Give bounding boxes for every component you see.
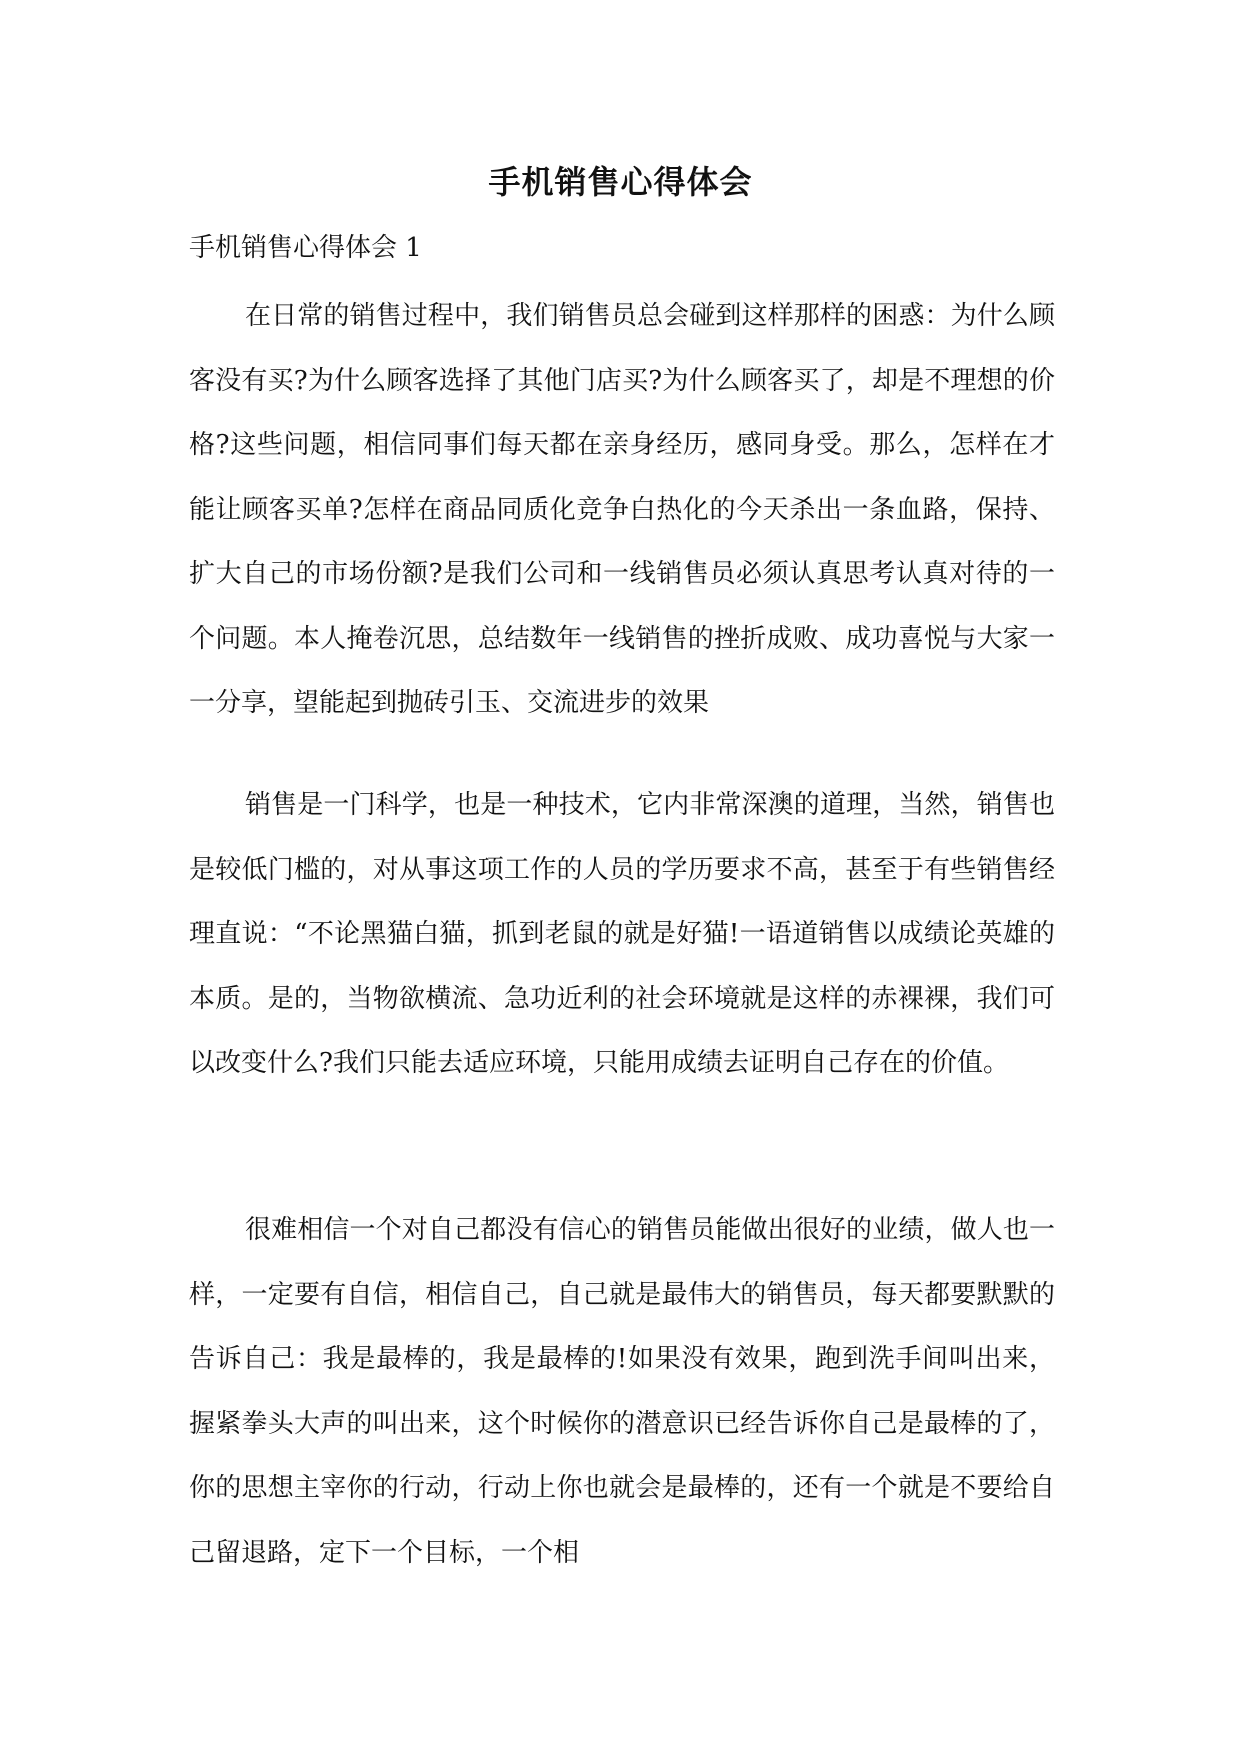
document-title: 手机销售心得体会 — [488, 163, 753, 201]
body-paragraph-2: 销售是一门科学，也是一种技术，它内非常深澳的道理，当然，销售也是较低门槛的，对从事这项工作的人员的学历要求不高，甚至于有些销售经理直说：“不论黑猫白猫，抓到老鼠的就是好猫!一语道销售以成绩论英雄的本质。是的，当物欲横流、急功近利的社会环境就是这样的赤裸裸，我们可以改变什么?我们只能去适应环境，只能用成绩去证明自己存在的价值。 — [189, 790, 1055, 1078]
section-heading: 手机销售心得体会 1 — [189, 233, 422, 263]
body-paragraph-3: 很难相信一个对自己都没有信心的销售员能做出很好的业绩，做人也一样，一定要有自信，相信自己，自己就是最伟大的销售员，每天都要默默的告诉自己：我是最棒的，我是最棒的!如果没有效果，跑到洗手间叫出来，握紧拳头大声的叫出来，这个时候你的潜意识已经告诉你自己是最棒的了，你的思想主宰你的行动，行动上你也就会是最棒的，还有一个就是不要给自己留退路，定下一个目标，一个相 — [189, 1215, 1055, 1568]
body-paragraph-1: 在日常的销售过程中，我们销售员总会碰到这样那样的困惑：为什么顾客没有买?为什么顾客选择了其他门店买?为什么顾客买了，却是不理想的价格?这些问题，相信同事们每天都在亲身经历，感同身受。那么，怎样在才能让顾客买单?怎样在商品同质化竞争白热化的今天杀出一条血路，保持、扩大自己的市场份额?是我们公司和一线销售员必须认真思考认真对待的一个问题。本人掩卷沉思，总结数年一线销售的挫折成败、成功喜悦与大家一一分享，望能起到抛砖引玉、交流进步的效果 — [189, 301, 1055, 718]
